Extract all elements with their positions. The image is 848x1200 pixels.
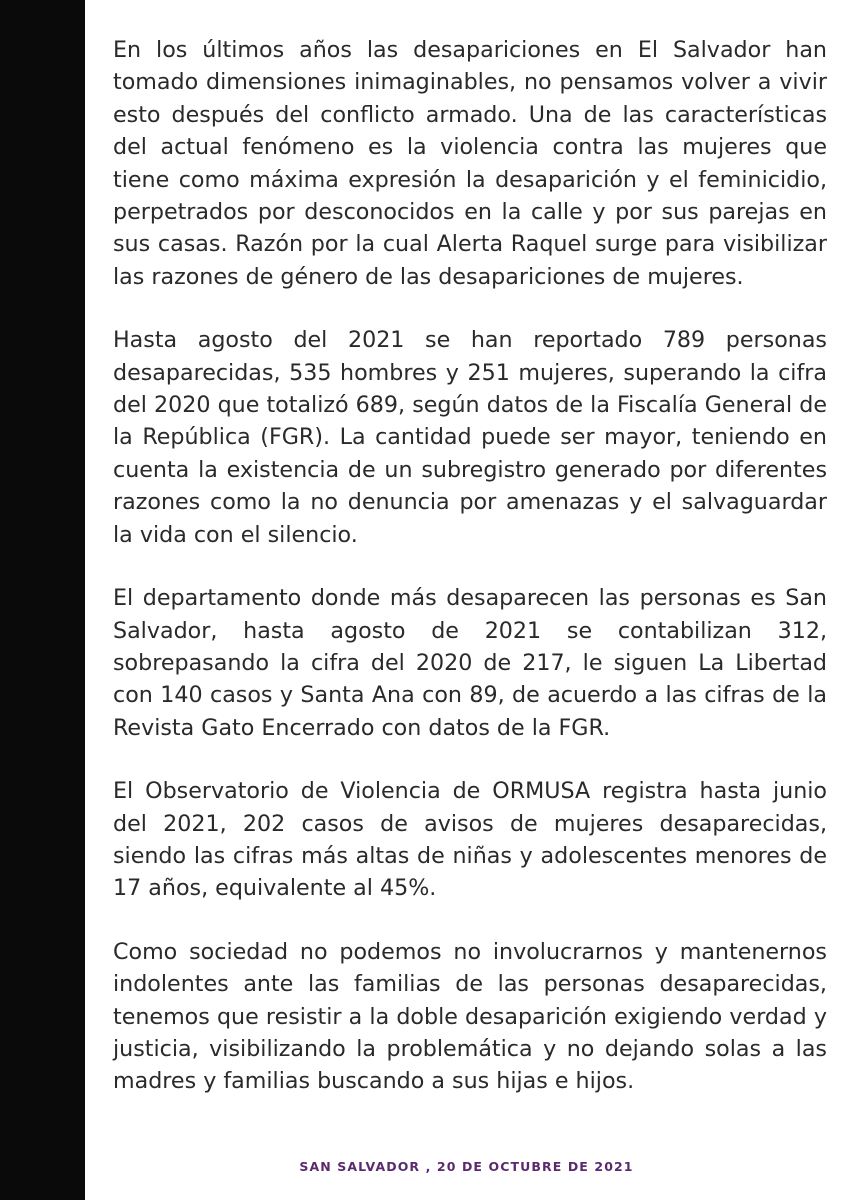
paragraph-intro: En los últimos años las desapariciones en El Salvador han tomado dimensiones inimaginables, no pensamos volver a vivir esto después del conflicto armado. Una de las características del actual fenómeno es la violencia contra las mujeres que tiene como máxima expresión la desaparición y el feminicidio, perpetrados por desconocidos en la calle y por sus parejas en sus casas. Razón por la cual Alerta Raquel surge para visibilizar las razones de género de las desapariciones de mujeres. [113, 37, 827, 290]
left-sidebar-stripe [0, 0, 85, 1200]
paragraph-conclusion: Como sociedad no podemos no involucrarnos y mantenernos indolentes ante las familias de las personas desaparecidas, tenemos que resistir a la doble desaparición exigiendo verdad y justicia, visibilizando la problemática y no dejando solas a las madres y familias buscando a sus hijas e hijos. [113, 938, 827, 1095]
footer-place-date: SAN SALVADOR , 20 DE OCTUBRE DE 2021 [299, 1159, 634, 1174]
paragraph-ormusa: El Observatorio de Violencia de ORMUSA registra hasta junio del 2021, 202 casos de avisos de mujeres desaparecidas, siendo las cifras más altas de niñas y adolescentes menores de 17 años, equivalente al 45%. [113, 778, 827, 902]
document-body [113, 34, 827, 1129]
paragraph-departments: El departamento donde más desaparecen las personas es San Salvador, hasta agosto de 2021 se contabilizan 312, sobrepasando la cifra del 2020 de 217, le siguen La Libertad con 140 casos y Santa Ana con 89, de acuerdo a las cifras de la Revista Gato Encerrado con datos de la FGR. [113, 585, 827, 741]
paragraph-national-figures: Hasta agosto del 2021 se han reportado 789 personas desaparecidas, 535 hombres y 251 mujeres, superando la cifra del 2020 que totalizó 689, según datos de la Fiscalía General de la República (FGR). La cantidad puede ser mayor, teniendo en cuenta la existencia de un subregistro generado por diferentes razones como la no denuncia por amenazas y el salvaguardar la vida con el silencio. [113, 327, 827, 548]
